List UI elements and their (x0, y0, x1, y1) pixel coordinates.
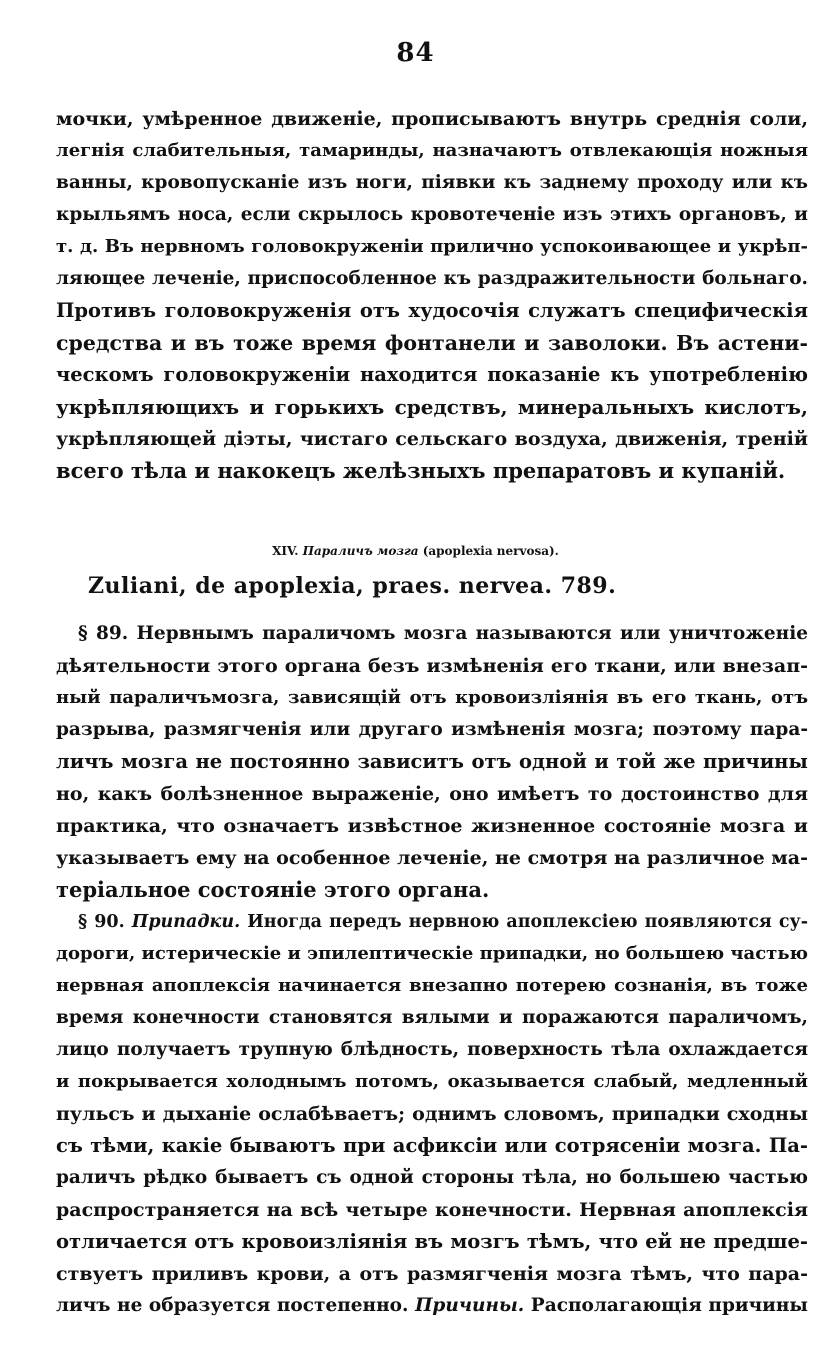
text-line: съ тѣми, какiе бываютъ при асфиксiи или сотрясенiи мозга. Па- (56, 1134, 808, 1157)
text-line (56, 1290, 808, 1322)
section-title: Параличъ мозга (302, 544, 419, 558)
text-line: ный параличъмозга, зависящiй отъ кровоизлiянiя въ его ткань, отъ (56, 687, 808, 708)
text-line: § 89. Нервнымъ параличомъ мозга называются или уничтоженiе (78, 623, 808, 644)
text-line: и покрывается холоднымъ потомъ, оказывается слабый, медленный (56, 1071, 808, 1092)
text-line (78, 906, 808, 938)
text-line: нервная апоплексiя начинается внезапно потерею сознанiя, въ тоже (56, 975, 808, 996)
text-line: Противъ головокруженiя отъ худосочiя служатъ специфическiя (56, 299, 808, 322)
text-line: терiальное состоянiе этого органа. (56, 877, 490, 902)
page-number: 84 (396, 38, 435, 68)
text-line: ляющее леченiе, приспособленное къ раздражительности больнаго. (56, 268, 808, 289)
line-text: личъ не образуется постепенно. (56, 1295, 409, 1316)
text-line: легнiя слабительныя, тамаринды, назначаютъ отвлекающiя ножныя (56, 140, 808, 161)
italic-term: Припадки. (131, 912, 241, 932)
text-line: т. д. Въ нервномъ головокруженiи прилично успокоивающее и укрѣп- (56, 236, 808, 257)
line-text: Располагающiя причины (530, 1295, 808, 1316)
text-line: отличается отъ кровоизлiянiя въ мозгъ тѣмъ, что ей не предше- (56, 1230, 808, 1253)
text-line: время конечности становятся вялыми и поражаются параличомъ, (56, 1007, 808, 1028)
text-line: ческомъ головокруженiи находится показанiе къ употребленiю (56, 363, 808, 386)
text-line: ствуетъ приливъ крови, а отъ размягченiя мозга тѣмъ, что пара- (56, 1263, 808, 1285)
text-line: всего тѣла и накокецъ желѣзныхъ препаратовъ и купанiй. (56, 458, 786, 483)
section-label: § 90. (78, 912, 125, 932)
text-line: распространяется на всѣ четыре конечности. Нервная апоплексiя (56, 1199, 808, 1221)
text-line: укрѣпляющей дiэты, чистаго сельскаго воздуха, движенiя, тренiй (56, 428, 808, 450)
section-latin-title: (apoplexia nervosa). (422, 544, 559, 558)
line-text: Иногда передъ нервною апоплексiею появляются су- (247, 912, 809, 932)
text-line: укрѣпляющихъ и горькихъ средствъ, минеральныхъ кислотъ, (56, 395, 808, 419)
text-line: средства и въ тоже время фонтанели и заволоки. Въ астени- (56, 331, 808, 355)
text-line: ванны, кровопусканiе изъ ноги, пiявки къ заднему проходу или къ (56, 172, 808, 193)
bibliographic-reference: Zuliani, de apoplexia, praes. nervea. 789. (88, 573, 617, 599)
text-line: указываетъ ему на особенное леченiе, не смотря на различное ма- (56, 847, 808, 869)
text-line: пульсъ и дыханiе ослабѣваетъ; однимъ словомъ, припадки сходны (56, 1103, 808, 1125)
text-line: дѣятельности этого органа безъ измѣненiя его ткани, или внезап- (56, 655, 808, 677)
text-line: но, какъ болѣзненное выраженiе, оно имѣетъ то достоинство для (56, 783, 808, 805)
text-line: раличъ рѣдко бываетъ съ одной стороны тѣла, но большею частью (56, 1167, 808, 1188)
section-heading (0, 535, 831, 567)
text-line: практика, что означаетъ извѣстное жизненное состоянiе мозга и (56, 815, 808, 837)
text-line: дороги, истерическiе и эпилептическiе припадки, но большею частью (56, 943, 808, 964)
section-number: XIV. (272, 544, 299, 558)
text-line: лицо получаетъ трупную блѣдность, поверхность тѣла охлаждается (56, 1039, 808, 1060)
text-line: крыльямъ носа, если скрылось кровотеченiе изъ этихъ органовъ, и (56, 204, 808, 225)
text-line: мочки, умѣренное движенiе, прописываютъ внутрь среднiя соли, (56, 108, 808, 130)
text-line: личъ мозга не постоянно зависитъ отъ одной и той же причины (56, 750, 808, 773)
italic-term: Причины. (414, 1295, 525, 1316)
text-line: разрыва, размягченiя или другаго измѣненiя мозга; поэтому пара- (56, 719, 808, 740)
